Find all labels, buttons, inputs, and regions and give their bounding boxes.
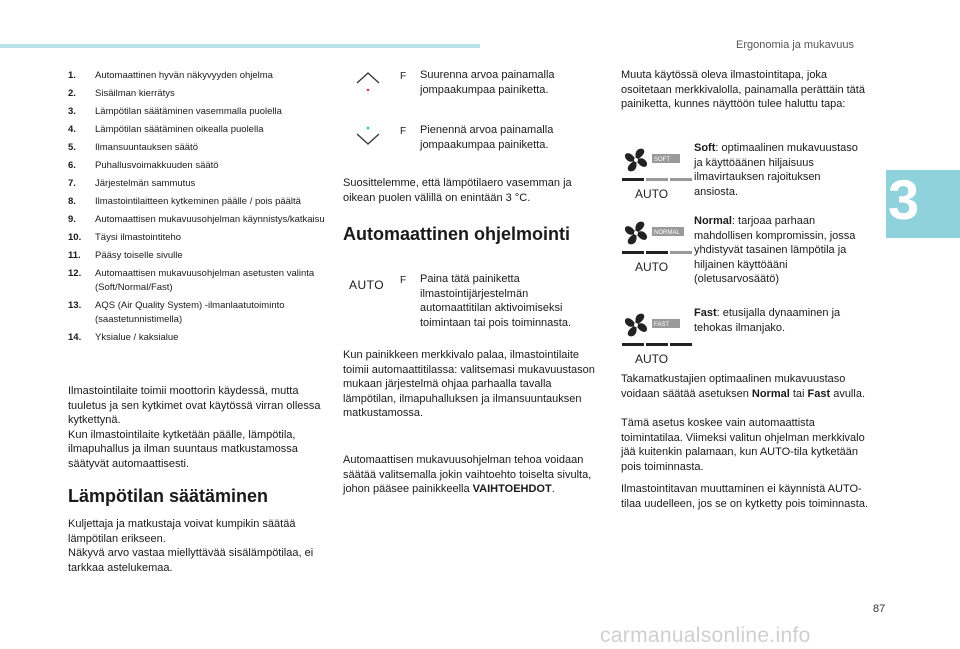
- mode-description: [694, 141, 864, 199]
- mode-description: [694, 214, 864, 287]
- list-item-number: 4.: [68, 124, 76, 135]
- paragraph-part: Takamatkustajien optimaalinen mukavuustaso voidaan säätää asetuksen: [621, 373, 846, 400]
- mode-description: [694, 306, 864, 335]
- paragraph: Näkyvä arvo vastaa miellyttävää sisälämpötilaa, ei tarkkaa astelukemaa.: [68, 547, 314, 574]
- fan-mode-icon: [620, 305, 696, 371]
- list-item-number: 12.: [68, 268, 82, 279]
- list-item-number: 3.: [68, 106, 76, 117]
- list-item-text: Ilmansuuntauksen säätö: [95, 142, 198, 153]
- options-button-name: VAIHTOEHDOT: [472, 483, 552, 495]
- list-item: [68, 213, 326, 227]
- list-item: [68, 123, 326, 137]
- paragraph: Muuta käytössä oleva ilmastointitapa, joka osoitetaan merkkivalolla, painamalla perättäin tätä painiketta, kunnes näyttöön tulee haluttu tapa:: [621, 69, 865, 110]
- list-item: [68, 177, 326, 191]
- chapter-number: 3: [888, 168, 920, 231]
- column-1-text: [68, 384, 330, 471]
- paragraph: [621, 372, 876, 401]
- heading-auto-program: Automaattinen ohjelmointi: [343, 224, 570, 244]
- paragraph: Kun ilmastointilaite kytketään päälle, lämpötila, ilmapuhallus ja ilman suuntaus matkustamossa säätyvät automaattisesti.: [68, 428, 298, 470]
- mode-desc-text: : tarjoaa parhaan mahdollisen kompromissin, jossa yhdistyvät tasainen lämpötila ja hiljainen käyttöääni (oletusarvosäätö): [694, 215, 856, 285]
- list-item-number: 8.: [68, 196, 76, 207]
- list-item: [68, 105, 326, 119]
- paragraph: Ilmastointilaite toimii moottorin käydessä, mutta tuuletus ja sen kytkimet ovat käytössä virran ollessa kytkettynä.: [68, 385, 321, 426]
- mode-normal-name: Normal: [751, 387, 790, 400]
- fan-mode-icon: [620, 140, 696, 206]
- list-item-text: Täysi ilmastointiteho: [95, 232, 182, 243]
- paragraph-part: avulla.: [830, 387, 865, 400]
- list-item-number: 13.: [68, 300, 82, 311]
- list-item: [68, 299, 326, 327]
- auto-label: AUTO: [635, 352, 669, 366]
- list-item-text: Automaattinen hyvän näkyvyyden ohjelma: [95, 70, 273, 81]
- page-number: 87: [873, 603, 886, 615]
- mode-badge: NORMAL: [654, 230, 680, 236]
- down-instruction: Pienennä arvoa painamalla jompaakumpaa painiketta.: [420, 124, 554, 151]
- bullet-symbol: F: [400, 71, 407, 82]
- list-item-text: Lämpötilan säätäminen vasemmalla puolella: [95, 106, 282, 117]
- fan-mode-icon: [620, 213, 696, 279]
- list-item-text: Yksialue / kaksialue: [95, 332, 179, 343]
- auto-label: AUTO: [635, 260, 669, 274]
- list-item-text: Ilmastointilaitteen kytkeminen päälle / pois päältä: [95, 196, 301, 207]
- list-item-number: 2.: [68, 88, 76, 99]
- watermark: carmanualsonline.info: [600, 624, 811, 647]
- paragraph: Kuljettaja ja matkustaja voivat kumpikin säätää lämpötilan erikseen.: [68, 518, 296, 545]
- paragraph-part: .: [551, 483, 555, 495]
- paragraph: Ilmastointitavan muuttaminen ei käynnistä AUTO-tilaa uudelleen, jos se on kytketty pois toiminnasta.: [621, 483, 869, 510]
- list-item-number: 9.: [68, 214, 76, 225]
- list-item: [68, 159, 326, 173]
- list-item: [68, 331, 326, 345]
- mode-name: Normal: [694, 215, 732, 227]
- temperature-down-icon: [355, 126, 381, 146]
- list-item-text: Automaattisen mukavuusohjelman käynnistys/katkaisu: [95, 214, 325, 225]
- list-item: [68, 87, 326, 101]
- list-item-text: AQS (Air Quality System) -ilmanlaatutoiminto (saastetunnistimella): [95, 300, 285, 325]
- legend-list: [68, 69, 326, 349]
- list-item-number: 11.: [68, 250, 81, 261]
- mode-name: Fast: [694, 307, 717, 319]
- auto-label: AUTO: [635, 187, 669, 201]
- section-title: Ergonomia ja mukavuus: [736, 39, 855, 51]
- list-item: [68, 69, 326, 83]
- auto-button-label: AUTO: [349, 278, 385, 292]
- list-item-number: 10.: [68, 232, 82, 243]
- list-item-text: Järjestelmän sammutus: [95, 178, 196, 189]
- bullet-symbol: F: [400, 126, 407, 137]
- paragraph: Kun painikkeen merkkivalo palaa, ilmastointilaite toimii automaattitilassa: valitsemasi mukavuustason mukaan järjestelmä ohjaa parhaalla tavalla lämpötilan, ilmapuhalluksen ja ilmansuuntauksen matkustamossa.: [343, 349, 595, 419]
- list-item: [68, 195, 326, 209]
- heading-temperature: Lämpötilan säätäminen: [68, 486, 269, 506]
- paragraph-part: tai: [789, 387, 808, 400]
- mode-fast-name: Fast: [807, 387, 831, 400]
- bullet-symbol: F: [400, 275, 407, 286]
- recommendation: Suosittelemme, että lämpötilaero vasemman ja oikean puolen välillä on enintään 3 °C.: [343, 177, 572, 204]
- list-item-text: Automaattisen mukavuusohjelman asetusten valinta (Soft/Normal/Fast): [95, 268, 315, 293]
- list-item: [68, 267, 326, 295]
- column-1-text-2: [68, 517, 330, 575]
- mode-badge: SOFT: [654, 157, 670, 163]
- list-item-number: 5.: [68, 142, 76, 153]
- list-item: [68, 231, 326, 245]
- temperature-up-icon: [355, 71, 381, 91]
- paragraph: [343, 453, 598, 497]
- header-accent-bar: [0, 44, 480, 48]
- list-item: [68, 249, 326, 263]
- list-item-number: 14.: [68, 332, 82, 343]
- mode-badge: FAST: [654, 322, 670, 328]
- list-item-number: 6.: [68, 160, 76, 171]
- list-item-text: Pääsy toiselle sivulle: [95, 250, 183, 261]
- paragraph-part: Automaattisen mukavuusohjelman tehoa voidaan säätää valitsemalla jokin vaihtoehto toiselta sivulta, johon pääsee painikkeella: [343, 454, 592, 495]
- paragraph: Tämä asetus koskee vain automaattista toimintatilaa. Viimeksi valitun ohjelman merkkivalo jää kuitenkin palamaan, kun AUTO-tila kytketään pois toiminnasta.: [621, 417, 865, 473]
- mode-desc-text: : etusijalla dynaaminen ja tehokas ilmanjako.: [694, 307, 841, 334]
- mode-desc-text: : optimaalinen mukavuustaso ja käyttöäänen hiljaisuus ilmavirtauksen rajoituksen ansiosta.: [694, 142, 858, 198]
- list-item-number: 1.: [68, 70, 76, 81]
- list-item: [68, 141, 326, 155]
- list-item-text: Sisäilman kierrätys: [95, 88, 175, 99]
- mode-name: Soft: [694, 142, 716, 154]
- auto-instruction: Paina tätä painiketta ilmastointijärjestelmän automaattitilan aktivoimiseksi toimintaan tai pois toiminnasta.: [420, 273, 572, 329]
- list-item-text: Lämpötilan säätäminen oikealla puolella: [95, 124, 264, 135]
- up-instruction: Suurenna arvoa painamalla jompaakumpaa painiketta.: [420, 69, 555, 96]
- list-item-number: 7.: [68, 178, 76, 189]
- list-item-text: Puhallusvoimakkuuden säätö: [95, 160, 219, 171]
